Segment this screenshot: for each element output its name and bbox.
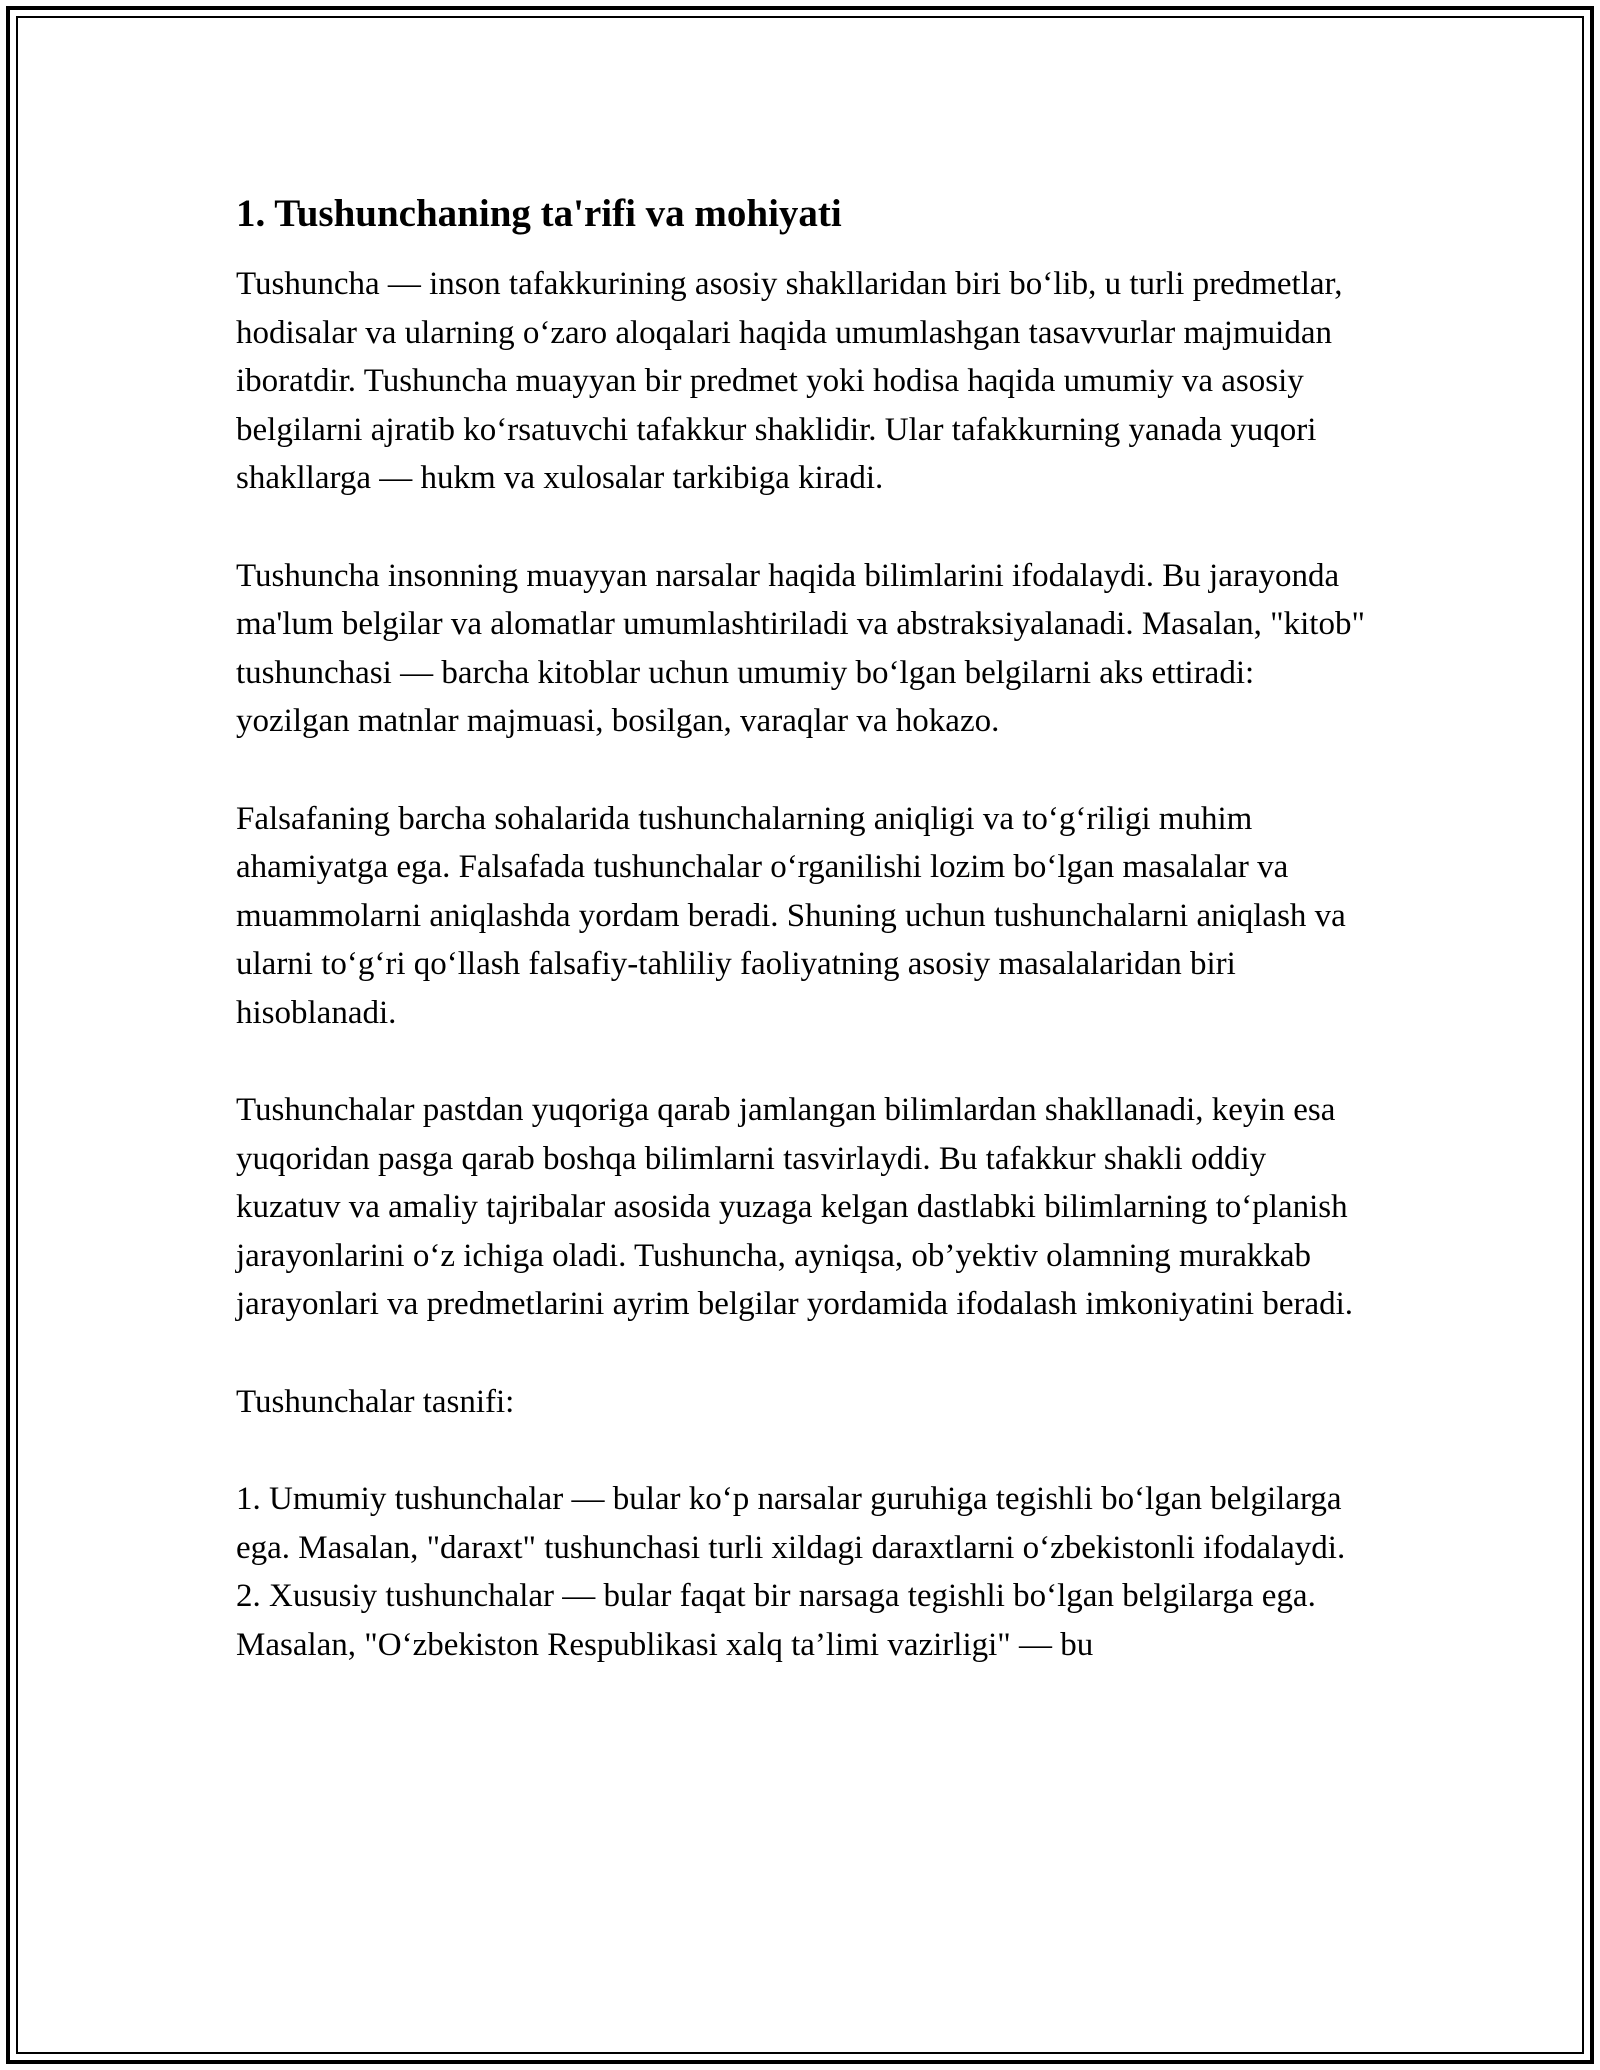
classification-list xyxy=(236,1475,1376,1669)
list-item-general-concepts: 1. Umumiy tushunchalar — bular ko‘p narsalar guruhiga tegishli bo‘lgan belgilarga ega. Masalan, "daraxt" tushunchasi turli xildagi daraxtlarni o‘zbekistonli ifodalaydi. xyxy=(236,1481,1346,1566)
paragraph-knowledge: Tushuncha insonning muayyan narsalar haqida bilimlarini ifodalaydi. Bu jarayonda ma'lum belgilar va alomatlar umumlashtiriladi va abstraksiyalanadi. Masalan, "kitob" tushunchasi — barcha kitoblar uchun umumiy bo‘lgan belgilarni aks ettiradi: yozilgan matnlar majmuasi, bosilgan, varaqlar va hokazo. xyxy=(236,557,1365,739)
paragraph-philosophy: Falsafaning barcha sohalarida tushunchalarning aniqligi va to‘g‘riligi muhim ahamiyatga ega. Falsafada tushunchalar o‘rganilishi lozim bo‘lgan masalalar va muammolarni aniqlashda yordam beradi. Shuning uchun tushunchalarni aniqlash va ularni to‘g‘ri qo‘llash falsafiy-tahliliy faoliyatning asosiy masalalaridan biri hisoblanadi. xyxy=(236,800,1346,1031)
paragraph-definition: Tushuncha — inson tafakkurining asosiy shakllaridan biri bo‘lib, u turli predmetlar, hodisalar va ularning o‘zaro aloqalari haqida umumlashgan tasavvurlar majmuidan iboratdir. Tushuncha muayyan bir predmet yoki hodisa haqida umumiy va asosiy belgilarni ajratib ko‘rsatuvchi tafakkur shaklidir. Ular tafakkurning yanada yuqori shakllarga — hukm va xulosalar tarkibiga kiradi. xyxy=(236,266,1343,496)
section-heading: 1. Tushunchaning ta'rifi va mohiyati xyxy=(236,192,842,235)
paragraph-classification-intro: Tushunchalar tasnifi: xyxy=(236,1383,515,1420)
paragraph-formation: Tushunchalar pastdan yuqoriga qarab jamlangan bilimlardan shakllanadi, keyin esa yuqoridan pasga qarab boshqa bilimlarni tasvirlaydi. Bu tafakkur shakli oddiy kuzatuv va amaliy tajribalar asosida yuzaga kelgan dastlabki bilimlarning to‘planish jarayonlarini o‘z ichiga oladi. Tushuncha, ayniqsa, ob’yektiv olamning murakkab jarayonlari va predmetlarini ayrim belgilar yordamida ifodalash imkoniyatini beradi. xyxy=(236,1092,1354,1322)
document-body xyxy=(236,186,1376,1669)
list-item-specific-concepts: 2. Xususiy tushunchalar — bular faqat bir narsaga tegishli bo‘lgan belgilarga ega. Masalan, "O‘zbekiston Respublikasi xalq ta’limi vazirligi" — bu xyxy=(236,1578,1316,1663)
